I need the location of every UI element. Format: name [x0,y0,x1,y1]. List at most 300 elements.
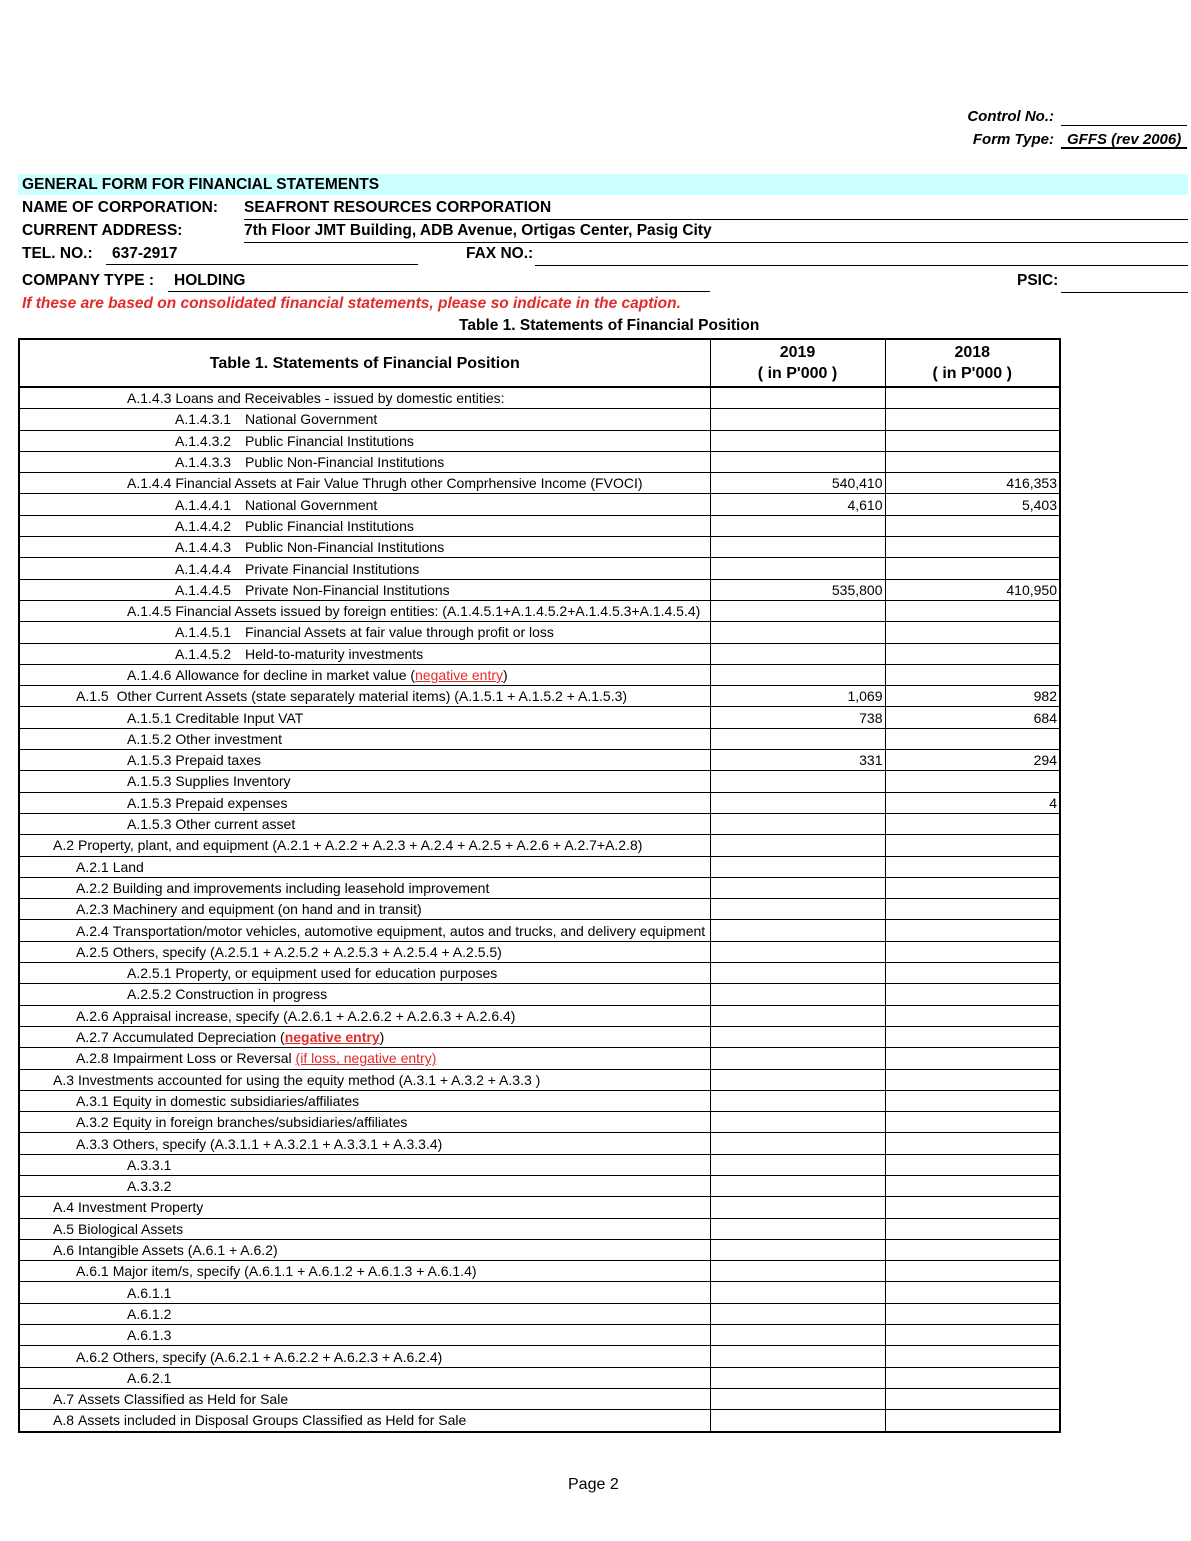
value-cell-2019[interactable] [710,1112,885,1133]
row-text: Biological Assets [78,1220,184,1237]
value-cell-2018[interactable] [885,387,1060,409]
table-row [19,515,1060,536]
row-text: Private Non-Financial Institutions [245,581,450,598]
row-text: Intangible Assets (A.6.1 + A.6.2) [78,1242,278,1259]
table-row [19,537,1060,558]
row-label-cell [19,1112,710,1133]
value-cell-2019[interactable] [710,1197,885,1218]
value-cell-2018[interactable] [885,1282,1060,1303]
row-text: Allowance for decline in market value ( [175,667,416,683]
value-cell-2018[interactable] [885,728,1060,749]
row-label-cell [19,1325,710,1346]
row-code: A.2.6 [76,1007,109,1024]
value-cell-2019[interactable] [710,1175,885,1196]
value-cell-2018[interactable] [885,984,1060,1005]
value-cell-2019[interactable] [710,1261,885,1282]
row-code: A.1.4.5.1 [175,624,232,641]
table-row [19,920,1060,941]
table-row [19,941,1060,962]
table-row [19,1303,1060,1324]
table-row [19,558,1060,579]
row-label-cell [19,1175,710,1196]
row-code: A.1.4.6 [127,667,172,683]
value-cell-2018[interactable] [885,409,1060,430]
control-no-field[interactable] [1061,108,1187,126]
control-no-label: Control No.: [967,108,1054,125]
fax-label: FAX NO.: [466,245,534,262]
row-text: Public Financial Institutions [245,432,414,449]
value-cell-2019[interactable] [710,941,885,962]
value-cell-2018[interactable] [885,899,1060,920]
table-row [19,1218,1060,1239]
row-text: Accumulated Depreciation ( [112,1029,285,1046]
row-text: Financial Assets issued by foreign entities: (A.1.4.5.1+A.1.4.5.2+A.1.4.5.3+A.1.4.5.4) [175,603,701,620]
row-label-cell [19,1303,710,1324]
row-code: A.2.5 [76,943,109,960]
value-cell-2019[interactable] [710,1303,885,1324]
row-code: A.7 [53,1391,75,1408]
table-row [19,600,1060,621]
row-label-cell [19,1005,710,1026]
col-2018-unit: ( in P'000 ) [932,365,1012,382]
row-text: Others, specify (A.2.5.1 + A.2.5.2 + A.2.5.3 + A.2.5.4 + A.2.5.5) [112,943,502,960]
row-text: Financial Assets at fair value through profit or loss [245,624,554,641]
row-code: A.1.4.5.2 [175,645,232,662]
row-label-cell [19,941,710,962]
row-code: A.1.4.4.1 [175,496,232,513]
table-row [19,1005,1060,1026]
row-code: A.1.4.3.2 [175,432,232,449]
row-code: A.1.5.3 [127,773,172,790]
table-row [19,664,1060,685]
row-code: A.4 [53,1199,75,1216]
row-code: A.6.2.1 [127,1369,172,1386]
col-2019-year: 2019 [779,344,816,361]
row-label-cell [19,643,710,664]
value-cell-2019[interactable] [710,643,885,664]
value-cell-2019[interactable] [710,813,885,834]
value-cell-2018[interactable]: 416,353 [885,473,1060,494]
table-row [19,1410,1060,1432]
row-text: Appraisal increase, specify (A.2.6.1 + A.2.6.2 + A.2.6.3 + A.2.6.4) [112,1007,516,1024]
row-code: A.1.4.4 [127,475,172,492]
row-label-cell [19,1069,710,1090]
table-row [19,1346,1060,1367]
row-label-cell [19,1197,710,1218]
value-cell-2018[interactable]: 410,950 [885,579,1060,600]
value-cell-2018[interactable] [885,813,1060,834]
row-text: National Government [245,411,378,428]
value-cell-2018[interactable] [885,1048,1060,1069]
row-label-cell [19,622,710,643]
row-code: A.6 [53,1242,75,1259]
row-text: Impairment Loss or Reversal [112,1050,296,1067]
value-cell-2019[interactable] [710,728,885,749]
value-cell-2018[interactable] [885,941,1060,962]
row-code: A.5 [53,1220,75,1237]
row-label-cell [19,728,710,749]
table-row [19,899,1060,920]
company-type-label: COMPANY TYPE : [22,272,155,289]
form-type-label: Form Type: [972,131,1054,148]
row-code: A.1.4.5 [127,603,172,620]
value-cell-2018[interactable] [885,1005,1060,1026]
row-label-cell [19,451,710,472]
consolidated-note: If these are based on consolidated financial statements, please so indicate in the caption. [22,295,681,312]
negative-entry-note: negative entry [284,1029,380,1046]
negative-entry-note: (if loss, negative entry) [295,1050,437,1067]
value-cell-2019[interactable] [710,1367,885,1388]
value-cell-2019[interactable] [710,771,885,792]
value-cell-2018[interactable] [885,1197,1060,1218]
table-caption: Table 1. Statements of Financial Position [459,317,760,334]
row-code: A.2.5.2 [127,986,172,1003]
row-code: A.1.5.3 [127,816,172,833]
table-row [19,1090,1060,1111]
row-text: Machinery and equipment (on hand and in transit) [112,901,422,918]
table-row [19,1197,1060,1218]
value-cell-2018[interactable] [885,664,1060,685]
row-text: Major item/s, specify (A.6.1.1 + A.6.1.2 + A.6.1.3 + A.6.1.4) [112,1263,477,1280]
value-cell-2018[interactable]: 294 [885,750,1060,771]
row-label-cell [19,664,710,685]
table-row [19,1112,1060,1133]
row-code: A.2.3 [76,901,109,918]
value-cell-2019[interactable] [710,920,885,941]
value-cell-2018[interactable] [885,1069,1060,1090]
row-code: A.8 [53,1412,75,1429]
row-text: Others, specify (A.3.1.1 + A.3.2.1 + A.3.3.1 + A.3.3.4) [112,1135,443,1152]
value-cell-2018[interactable] [885,1133,1060,1154]
table-row [19,1133,1060,1154]
value-cell-2019[interactable]: 4,610 [710,494,885,515]
row-code: A.2.4 [76,922,109,939]
row-label-cell [19,1133,710,1154]
row-label-cell [19,1367,710,1388]
table-row [19,877,1060,898]
financial-position-table [18,338,1061,1433]
row-text: Financial Assets at Fair Value Thrugh other Comprhensive Income (FVOCI) [175,475,643,492]
row-code: A.2.7 [76,1029,109,1046]
value-cell-2018[interactable] [885,1112,1060,1133]
value-cell-2019[interactable]: 331 [710,750,885,771]
value-cell-2018[interactable] [885,1239,1060,1260]
row-code: A.6.1 [76,1263,109,1280]
row-text: Other Current Assets (state separately material items) (A.1.5.1 + A.1.5.2 + A.1.5.3) [112,688,628,705]
value-cell-2019[interactable]: 1,069 [710,686,885,707]
table-row [19,792,1060,813]
value-cell-2019[interactable]: 540,410 [710,473,885,494]
row-code: A.3.3 [76,1135,109,1152]
row-label-cell [19,1410,710,1432]
value-cell-2019[interactable] [710,1388,885,1409]
form-type-field: GFFS (rev 2006) [1061,131,1187,149]
row-code: A.1.4.4.4 [175,560,232,577]
col-2018-year: 2018 [954,344,991,361]
row-label-cell [19,473,710,494]
table-row [19,579,1060,600]
row-text: Private Financial Institutions [245,560,420,577]
row-text: Property, plant, and equipment (A.2.1 + A.2.2 + A.2.3 + A.2.4 + A.2.5 + A.2.6 + A.2.7+A.2.8) [78,837,643,854]
value-cell-2018[interactable] [885,643,1060,664]
table-row [19,963,1060,984]
row-label-cell [19,877,710,898]
table-header-row [19,339,1060,387]
value-cell-2018[interactable] [885,537,1060,558]
table-row [19,1048,1060,1069]
row-text: Transportation/motor vehicles, automotive equipment, autos and trucks, and delivery equipment [112,922,706,939]
row-label-cell [19,963,710,984]
value-cell-2018[interactable] [885,1410,1060,1432]
row-code: A.3.3.2 [127,1178,172,1195]
value-cell-2019[interactable] [710,877,885,898]
table-row [19,451,1060,472]
value-cell-2019[interactable] [710,899,885,920]
table-head-title: Table 1. Statements of Financial Position [19,339,710,387]
psic-label: PSIC: [1017,272,1059,289]
value-cell-2018[interactable] [885,622,1060,643]
company-type-field[interactable]: HOLDING [168,272,710,292]
value-cell-2018[interactable] [885,1325,1060,1346]
row-code: A.3.2 [76,1114,109,1131]
row-code: A.1.4.3.3 [175,454,232,471]
table-row [19,1175,1060,1196]
value-cell-2019[interactable] [710,1346,885,1367]
value-cell-2018[interactable] [885,771,1060,792]
value-cell-2019[interactable]: 535,800 [710,579,885,600]
value-cell-2019[interactable]: 738 [710,707,885,728]
table-row [19,750,1060,771]
row-text: Construction in progress [175,986,328,1003]
row-label-cell [19,1154,710,1175]
row-text: Public Non-Financial Institutions [245,539,445,556]
table-row [19,1026,1060,1047]
row-label-cell [19,387,710,409]
row-label-cell [19,515,710,536]
value-cell-2018[interactable]: 982 [885,686,1060,707]
row-label-cell [19,1282,710,1303]
value-cell-2019[interactable] [710,835,885,856]
row-label-cell [19,856,710,877]
value-cell-2018[interactable] [885,1218,1060,1239]
value-cell-2018[interactable] [885,430,1060,451]
value-cell-2018[interactable] [885,1388,1060,1409]
page-number: Page 2 [568,1476,619,1493]
value-cell-2018[interactable] [885,835,1060,856]
col-2018-header [885,339,1060,387]
row-text: Held-to-maturity investments [245,645,424,662]
row-text: Supplies Inventory [175,773,291,790]
row-text: Loans and Receivables - issued by domestic entities: [175,390,505,407]
row-label-cell [19,558,710,579]
row-code: A.6.1.1 [127,1284,172,1301]
row-label-cell [19,920,710,941]
row-code: A.1.5 [76,688,109,705]
value-cell-2019[interactable] [710,1133,885,1154]
row-code: A.6.1.2 [127,1305,172,1322]
row-code: A.1.4.3 [127,390,172,407]
row-code: A.1.5.1 [127,709,172,726]
value-cell-2019[interactable] [710,1410,885,1432]
table-row [19,643,1060,664]
row-label-cell [19,1346,710,1367]
row-label-cell [19,1026,710,1047]
row-label-cell [19,984,710,1005]
value-cell-2019[interactable] [710,792,885,813]
row-label-cell [19,771,710,792]
row-label-cell [19,792,710,813]
table-row [19,1261,1060,1282]
table-row [19,686,1060,707]
address-label: CURRENT ADDRESS: [22,222,183,239]
value-cell-2019[interactable] [710,1325,885,1346]
row-text: Assets included in Disposal Groups Classified as Held for Sale [78,1412,467,1429]
row-text: Assets Classified as Held for Sale [78,1391,289,1408]
value-cell-2019[interactable] [710,1239,885,1260]
form-title: GENERAL FORM FOR FINANCIAL STATEMENTS [22,176,380,193]
form-title-banner [18,174,1188,195]
value-cell-2018[interactable] [885,515,1060,536]
name-field[interactable]: SEAFRONT RESOURCES CORPORATION [244,199,1188,220]
value-cell-2018[interactable] [885,963,1060,984]
value-cell-2018[interactable] [885,558,1060,579]
value-cell-2019[interactable] [710,558,885,579]
row-text: Equity in foreign branches/subsidiaries/affiliates [112,1114,408,1131]
row-label-cell [19,579,710,600]
name-label: NAME OF CORPORATION: [22,199,219,216]
table-row [19,1367,1060,1388]
negative-entry-note: negative entry [415,667,503,683]
row-text: Others, specify (A.6.2.1 + A.6.2.2 + A.6.2.3 + A.6.2.4) [112,1348,443,1365]
row-label-cell [19,899,710,920]
row-code: A.6.1.3 [127,1327,172,1344]
value-cell-2019[interactable] [710,515,885,536]
table-row [19,1154,1060,1175]
value-cell-2019[interactable] [710,856,885,877]
tel-field[interactable]: 637-2917 [106,245,418,265]
value-cell-2019[interactable] [710,451,885,472]
value-cell-2019[interactable] [710,409,885,430]
tel-label: TEL. NO.: [22,245,93,262]
row-label-cell [19,1239,710,1260]
table-row [19,771,1060,792]
value-cell-2018[interactable] [885,1090,1060,1111]
col-2019-header [710,339,885,387]
table-row [19,409,1060,430]
row-code: A.2.5.1 [127,965,172,982]
row-code: A.3.3.1 [127,1156,172,1173]
row-label-cell [19,409,710,430]
value-cell-2019[interactable] [710,664,885,685]
table-row [19,473,1060,494]
fax-field[interactable] [535,245,1188,266]
table-row [19,856,1060,877]
value-cell-2018[interactable] [885,1303,1060,1324]
row-code: A.1.4.4.3 [175,539,232,556]
table-row [19,1388,1060,1409]
row-code: A.1.5.3 [127,752,172,769]
row-text: Investments accounted for using the equity method (A.3.1 + A.3.2 + A.3.3 ) [78,1071,541,1088]
row-code: A.2.8 [76,1050,109,1067]
value-cell-2018[interactable] [885,1154,1060,1175]
value-cell-2018[interactable]: 4 [885,792,1060,813]
row-label-cell [19,600,710,621]
row-code: A.1.4.3.1 [175,411,232,428]
row-code: A.3 [53,1071,75,1088]
row-code: A.2.1 [76,858,109,875]
table-row [19,813,1060,834]
row-text: Creditable Input VAT [175,709,304,726]
value-cell-2019[interactable] [710,963,885,984]
value-cell-2018[interactable] [885,856,1060,877]
table-row [19,1325,1060,1346]
row-text: Public Non-Financial Institutions [245,454,445,471]
address-field[interactable]: 7th Floor JMT Building, ADB Avenue, Ortigas Center, Pasig City [244,222,1188,243]
row-text: Equity in domestic subsidiaries/affiliates [112,1092,360,1109]
row-code: A.2.2 [76,879,109,896]
value-cell-2018[interactable] [885,920,1060,941]
value-cell-2018[interactable] [885,1261,1060,1282]
table-row [19,622,1060,643]
value-cell-2019[interactable] [710,537,885,558]
value-cell-2019[interactable] [710,1005,885,1026]
value-cell-2018[interactable] [885,1026,1060,1047]
value-cell-2019[interactable] [710,430,885,451]
value-cell-2019[interactable] [710,1154,885,1175]
psic-field[interactable] [1061,272,1188,293]
value-cell-2018[interactable] [885,451,1060,472]
value-cell-2019[interactable] [710,1090,885,1111]
table-row [19,494,1060,515]
value-cell-2018[interactable] [885,1175,1060,1196]
row-label-cell [19,707,710,728]
row-label-cell [19,1090,710,1111]
row-label-cell [19,1218,710,1239]
value-cell-2018[interactable] [885,1367,1060,1388]
value-cell-2019[interactable] [710,622,885,643]
row-text: Land [112,858,144,875]
row-label-cell [19,537,710,558]
value-cell-2019[interactable] [710,1026,885,1047]
table-row [19,387,1060,409]
row-text-suffix: ) [503,667,508,683]
value-cell-2018[interactable]: 5,403 [885,494,1060,515]
value-cell-2019[interactable] [710,1282,885,1303]
value-cell-2019[interactable] [710,1048,885,1069]
row-code: A.1.4.4.2 [175,517,232,534]
value-cell-2018[interactable]: 684 [885,707,1060,728]
value-cell-2019[interactable] [710,984,885,1005]
row-label-cell [19,835,710,856]
row-label-cell [19,1388,710,1409]
row-code: A.1.4.4.5 [175,581,232,598]
table-row [19,707,1060,728]
value-cell-2019[interactable] [710,1218,885,1239]
table-row [19,430,1060,451]
col-2019-unit: ( in P'000 ) [757,365,838,382]
row-text: Prepaid expenses [175,794,288,811]
row-text-suffix: ) [379,1029,385,1046]
value-cell-2019[interactable] [710,600,885,621]
value-cell-2018[interactable] [885,600,1060,621]
value-cell-2018[interactable] [885,1346,1060,1367]
row-code: A.6.2 [76,1348,109,1365]
row-label-cell [19,1261,710,1282]
value-cell-2019[interactable] [710,1069,885,1090]
value-cell-2019[interactable] [710,387,885,409]
row-label-cell [19,430,710,451]
value-cell-2018[interactable] [885,877,1060,898]
